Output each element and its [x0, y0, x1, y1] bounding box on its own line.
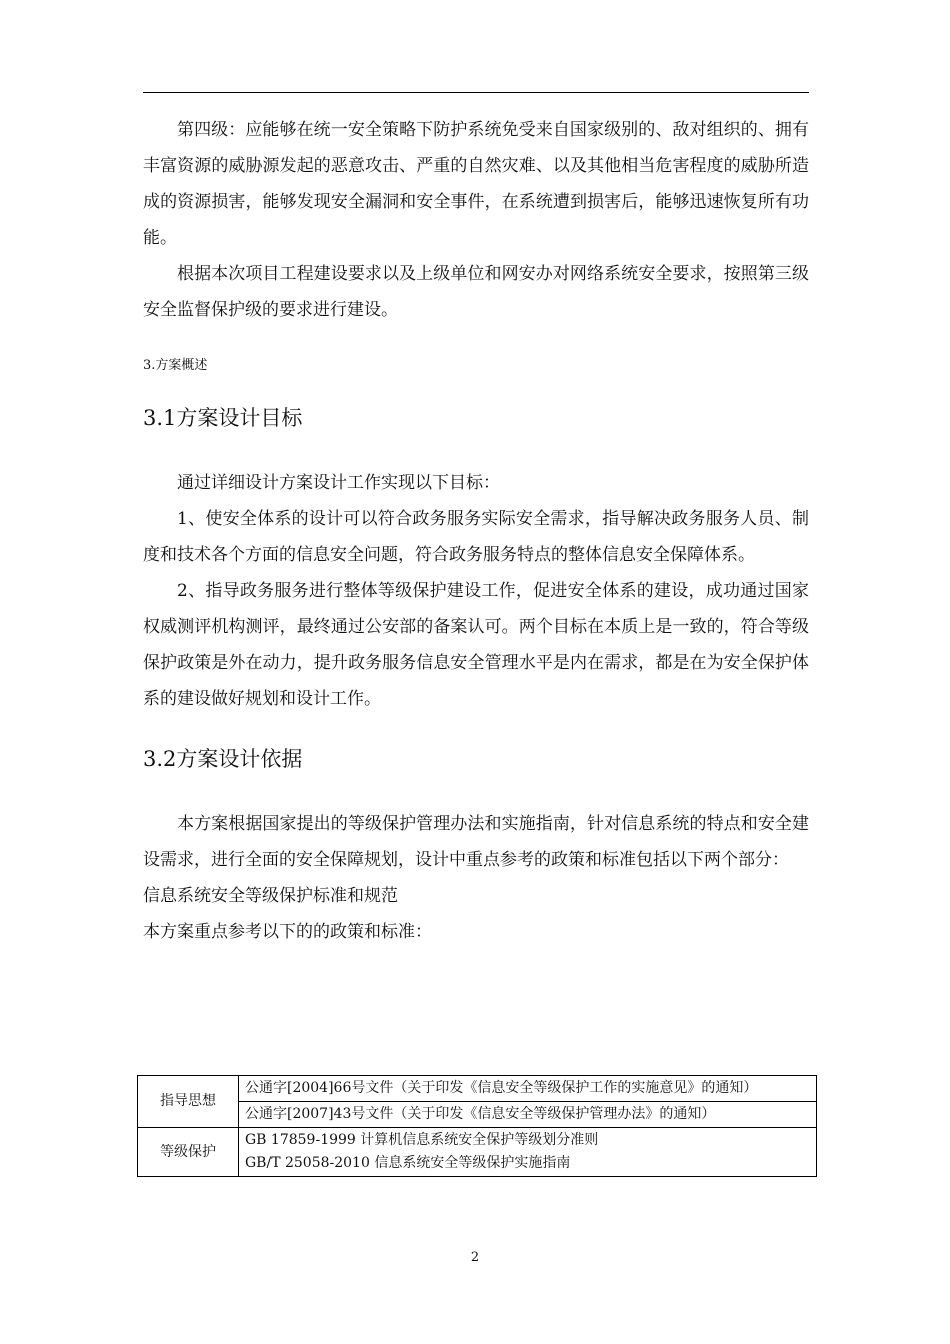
paragraph-requirement: 根据本次项目工程建设要求以及上级单位和网安办对网络系统安全要求，按照第三级安全监督保护级的要求进行建设。: [143, 264, 809, 320]
section-3-1-item-2: 2、指导政务服务进行整体等级保护建设工作，促进安全体系的建设，成功通过国家权威测评机构测评，最终通过公安部的备案认可。两个目标在本质上是一致的，符合等级保护政策是外在动力，提升政务服务信息安全管理水平是内在需求，都是在为安全保护体系的建设做好规划和设计工作。: [143, 581, 809, 709]
table-cell: [239, 1128, 817, 1177]
table-row: [138, 1128, 817, 1177]
section-3-1-item-1: 1、使安全体系的设计可以符合政务服务实际安全需求，指导解决政务服务人员、制度和技术各个方面的信息安全问题，符合政务服务特点的整体信息安全保障体系。: [143, 509, 809, 565]
section-3-2-paragraph: 本方案根据国家提出的等级保护管理办法和实施指南，针对信息系统的特点和安全建设需求，进行全面的安全保障规划，设计中重点参考的政策和标准包括以下两个部分：: [143, 814, 809, 870]
section-3-1-heading: 3.1方案设计目标: [143, 406, 303, 430]
header-rule: [143, 92, 809, 93]
document-body: [143, 112, 809, 950]
section-3-1-intro: 通过详细设计方案设计工作实现以下目标：: [177, 473, 500, 493]
section-3-2-heading: 3.2方案设计依据: [143, 747, 303, 771]
table-category-guidance: 指导思想: [138, 1076, 239, 1128]
table-row: [138, 1102, 817, 1128]
table-cell: 公通字[2007]43号文件（关于印发《信息安全等级保护管理办法》的通知）: [239, 1102, 817, 1128]
section-3-heading: 3.方案概述: [143, 358, 208, 373]
standards-table: [137, 1075, 817, 1177]
table-category-protection: 等级保护: [138, 1128, 239, 1177]
page-number: 2: [470, 1250, 480, 1265]
table-cell-line: GB/T 25058-2010 信息系统安全等级保护实施指南: [245, 1155, 571, 1171]
paragraph-level-four: 第四级：应能够在统一安全策略下防护系统免受来自国家级别的、敌对组织的、拥有丰富资源的威胁源发起的恶意攻击、严重的自然灾难、以及其他相当危害程度的威胁所造成的资源损害，能够发现安全漏洞和安全事件，在系统遭到损害后，能够迅速恢复所有功能。: [143, 120, 809, 248]
section-3-2-line-1: 信息系统安全等级保护标准和规范: [143, 886, 398, 906]
table-row: [138, 1076, 817, 1102]
table-cell-line: GB 17859-1999 计算机信息系统安全保护等级划分准则: [245, 1132, 599, 1148]
section-3-2-line-2: 本方案重点参考以下的的政策和标准：: [143, 922, 432, 942]
table-cell: 公通字[2004]66号文件（关于印发《信息安全等级保护工作的实施意见》的通知）: [239, 1076, 817, 1102]
